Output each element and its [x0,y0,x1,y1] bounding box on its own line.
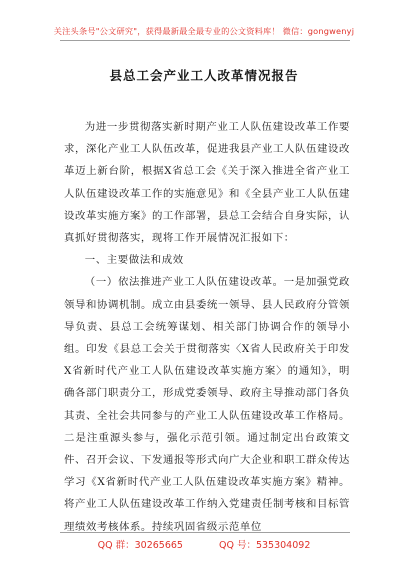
header-divider [60,40,350,41]
section-heading: 一、主要做法和成效 [84,254,184,267]
promo-banner: 关注头条号"公文研究"，获得最新最全最专业的公文资料库！ 微信：gongwenyj [53,26,355,36]
contact-footer [0,537,408,551]
qq-group-number: QQ 群：30265665 [97,540,183,551]
document-body [64,116,350,538]
qq-number: QQ 号：535304092 [218,540,311,551]
footer-divider [60,532,350,533]
intro-paragraph: 为进一步贯彻落实新时期产业工人队伍建设改革工作要求，深化产业工人队伍改革，促进我县产业工人队伍建设改革迈上新台阶，根据X省总工会《关于深入推进全省产业工人队伍建设改革工作的实施意见》和《全县产业工人队伍建设改革实施方案》的工作部署，县总工会结合自身实际，认真抓好贯彻落实，现将工作开展情况汇报如下： [64,121,350,245]
section-paragraph: （一）依法推进产业工人队伍建设改革。一是加强党政领导和协调机制。成立由县委统一领导、县人民政府分管领导负责、县总工会统筹谋划、相关部门协调合作的领导小组。印发《县总工会关于贯彻落实〈X省人民政府关于印发X省新时代产业工人队伍建设改革实施方案〉的通知》，明确各部门职责分工，形成党委领导、政府主导推动部门各负其责、全社会共同参与的产业工人队伍建设改革工作格局。二是注重源头参与，强化示范引领。通过制定出台政策文件、召开会议、下发通报等形式向广大企业和职工群众传达学习《X省新时代产业工人队伍建设改革实施方案》精神。将产业工人队伍建设改革工作纳入党建责任制考核和目标管理绩效考核体系。持续巩固省级示范单位 [64,276,350,533]
document-title: 县总工会产业工人改革情况报告 [109,68,299,83]
